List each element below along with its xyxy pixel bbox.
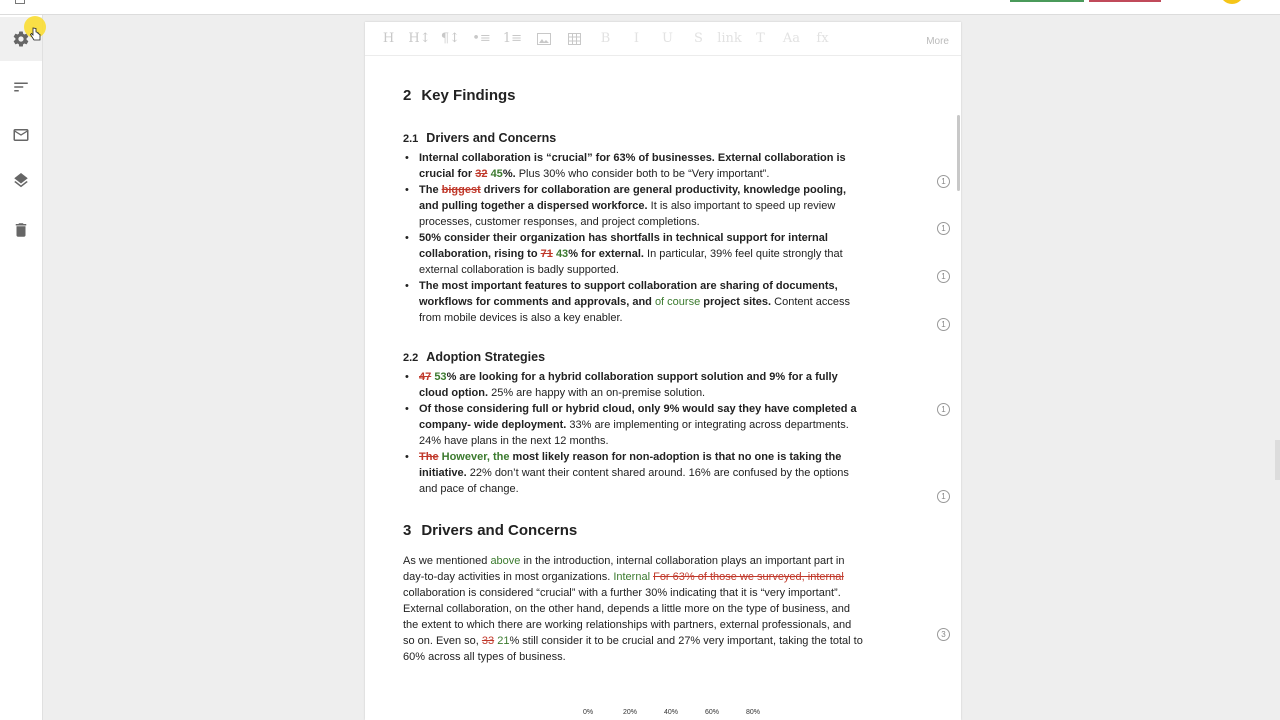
comment-marker[interactable]: 3 [937, 628, 950, 641]
list-item[interactable]: • 50% consider their organization has shortfalls in technical support for internal collaboration, rising to 71 43% for external. In particular, 39% feel quite strongly that external collaboration is badly supported. [403, 230, 863, 278]
comment-marker[interactable]: 1 [937, 403, 950, 416]
link-button[interactable]: link [717, 31, 742, 46]
section-heading: 3 Drivers and Concerns [403, 522, 578, 539]
formula-button[interactable]: fx [816, 31, 829, 46]
comment-marker[interactable]: 1 [937, 175, 950, 188]
list-item[interactable]: • 47 53% are looking for a hybrid collaboration support solution and 9% for a fully cloud option. 25% are happy with an on-premise solution. [403, 369, 863, 401]
sort-icon [12, 78, 30, 96]
list-item[interactable]: • Internal collaboration is “crucial” for 63% of businesses. External collaboration is crucial for 32 45%. Plus 30% who consider both to be “Very important”. [403, 150, 863, 182]
list-item[interactable]: • Of those considering full or hybrid cloud, only 9% would say they have completed a company- wide deployment. 33% are implementing or integrating across departments. 24% have plans in the next 12 months. [403, 401, 863, 449]
section-heading: 2 Key Findings [403, 87, 516, 104]
green-action-button[interactable] [1010, 0, 1084, 2]
chart-tick-label: 0% [583, 709, 594, 716]
heading-size-button[interactable]: H↕ [408, 31, 431, 46]
document-page [365, 22, 961, 720]
left-sidebar [0, 15, 43, 720]
findings-list [403, 150, 863, 326]
list-item[interactable]: • The most important features to support collaboration are sharing of documents, workflows for comments and approvals, and of course project sites. Content access from mobile devices is also a key enabler. [403, 278, 863, 326]
case-button[interactable]: Aa [782, 31, 801, 46]
chart-tick-label: 60% [705, 709, 720, 716]
table-button[interactable] [559, 29, 590, 49]
numbered-list-button[interactable]: 1≡ [502, 31, 523, 46]
bullet-list-button[interactable]: •≡ [472, 31, 491, 46]
comment-marker[interactable]: 1 [937, 222, 950, 235]
comment-marker[interactable]: 1 [937, 490, 950, 503]
layers-icon [12, 173, 30, 191]
comment-marker[interactable]: 1 [937, 270, 950, 283]
trash-icon [12, 221, 30, 239]
underline-button[interactable]: U [662, 31, 673, 46]
adoption-list [403, 369, 863, 497]
table-icon [568, 33, 581, 45]
document-scrollbar[interactable] [957, 115, 960, 191]
image-icon [537, 33, 551, 45]
image-button[interactable] [528, 29, 559, 49]
chart-tick-label: 20% [623, 709, 638, 716]
text-button[interactable]: T [756, 31, 765, 46]
bold-button[interactable]: B [600, 31, 611, 46]
document-icon[interactable] [15, 0, 25, 4]
avatar[interactable] [1220, 0, 1244, 4]
heading-button[interactable]: H [382, 31, 395, 46]
top-bar [0, 0, 1280, 15]
sort-button[interactable] [0, 65, 42, 109]
subsection-heading: 2.1 Drivers and Concerns [403, 131, 557, 145]
chart-tick-label: 80% [746, 709, 761, 716]
chart-tick-label: 40% [664, 709, 679, 716]
list-item[interactable]: • The biggest drivers for collaboration are general productivity, knowledge pooling, and pulling together a dispersed workforce. It is also important to speed up review processes, customer responses, and project completions. [403, 182, 863, 230]
mail-button[interactable] [0, 113, 42, 157]
list-item[interactable]: • The However, the most likely reason for non-adoption is that no one is taking the initiative. 22% don’t want their content shared around. 16% are confused by the options and pace of change. [403, 449, 863, 497]
subsection-heading: 2.2 Adoption Strategies [403, 350, 546, 364]
editor-toolbar [365, 22, 961, 56]
document-content [403, 82, 863, 665]
paragraph-button[interactable]: ¶↕ [440, 31, 461, 46]
trash-button[interactable] [0, 208, 42, 252]
red-action-button[interactable] [1089, 0, 1161, 2]
body-paragraph[interactable]: As we mentioned above in the introduction, internal collaboration plays an important part in day-to-day activities in most organizations. Internal For 63% of those we surveyed, internal collaboration is considered “crucial” with a further 30% indicating that it is “very important”. External collaboration, on the other hand, depends a little more on the type of business, and the extent to which there are working relationships with partners, external professionals, and so on. Even so, 33 21% still consider it to be crucial and 27% very important, taking the total to 60% across all types of business. [403, 555, 863, 663]
mail-icon [12, 126, 30, 144]
right-edge-panel [1275, 440, 1280, 480]
strikethrough-button[interactable]: S [694, 31, 703, 46]
comment-marker[interactable]: 1 [937, 318, 950, 331]
italic-button[interactable]: I [633, 31, 640, 46]
layers-button[interactable] [0, 160, 42, 204]
more-button[interactable]: More [926, 36, 949, 47]
pointer-hand-icon [29, 27, 41, 41]
